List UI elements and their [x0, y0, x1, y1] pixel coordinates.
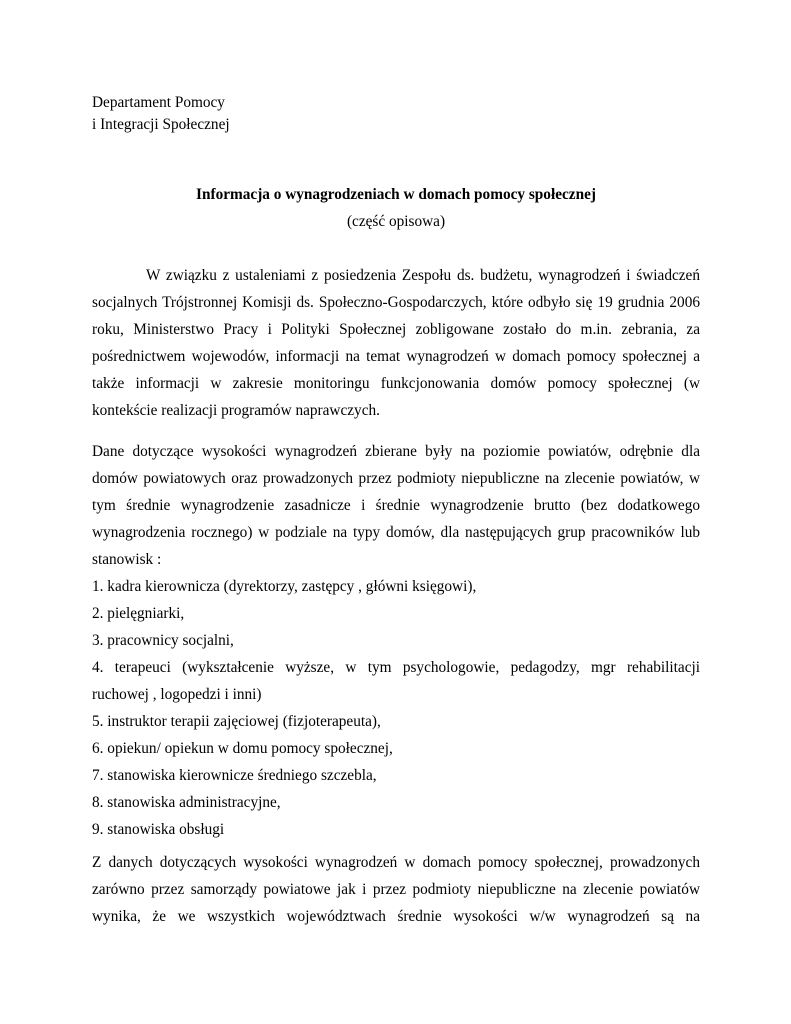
document-title: Informacja o wynagrodzeniach w domach pomocy społecznej: [196, 186, 596, 203]
list-item-text-continued: ruchowej , logopedzi i inni): [92, 686, 262, 703]
document-subtitle: (część opisowa): [346, 213, 446, 230]
paragraph-2: [92, 438, 700, 573]
paragraph-line: zarówno przez samorządy powiatowe jak i przez podmioty niepubliczne na zlecenie powiatów: [92, 881, 700, 898]
list-item-text: 1. kadra kierownicza (dyrektorzy, zastępcy , główni księgowi),: [92, 578, 477, 595]
list-item: [92, 789, 700, 816]
list-item-text: 7. stanowiska kierownicze średniego szczebla,: [92, 767, 377, 784]
paragraph-line: Dane dotyczące wysokości wynagrodzeń zbierane były na poziomie powiatów, odrębnie dla: [92, 443, 700, 460]
paragraph-line: stanowisk :: [92, 551, 162, 568]
list-item-text: 2. pielęgniarki,: [92, 605, 185, 622]
paragraph-line: pośrednictwem wojewodów, informacji na temat wynagrodzeń w domach pomocy społecznej a: [92, 348, 700, 365]
paragraph-line: tym średnie wynagrodzenie zasadnicze i średnie wynagrodzenie brutto (bez dodatkowego: [92, 497, 700, 514]
department-line-2: i Integracji Społecznej: [92, 116, 230, 133]
list-item-text: 3. pracownicy socjalni,: [92, 632, 234, 649]
department-header: [92, 92, 230, 136]
paragraph-line: domów powiatowych oraz prowadzonych przez podmioty niepubliczne na zlecenie powiatów, w: [92, 470, 700, 487]
list-item-text: 9. stanowiska obsługi: [92, 821, 225, 838]
document-page: [92, 0, 700, 1024]
list-item-text: 6. opiekun/ opiekun w domu pomocy społecznej,: [92, 740, 393, 757]
paragraph-1: [92, 262, 700, 424]
list-item-text: 5. instruktor terapii zajęciowej (fizjoterapeuta),: [92, 713, 381, 730]
paragraph-line: kontekście realizacji programów naprawczych.: [92, 402, 380, 419]
list-item: [92, 573, 700, 600]
paragraph-line: także informacji w zakresie monitoringu funkcjonowania domów pomocy społecznej (w: [92, 375, 700, 392]
department-line-1: Departament Pomocy: [92, 94, 225, 111]
list-item: [92, 600, 700, 627]
paragraph-line: Z danych dotyczących wysokości wynagrodzeń w domach pomocy społecznej, prowadzonych: [92, 854, 700, 871]
list-item: [92, 627, 700, 654]
paragraph-line: socjalnych Trójstronnej Komisji ds. Społeczno-Gospodarczych, które odbyło się 19 grudnia 2006: [92, 294, 700, 311]
list-item: [92, 816, 700, 843]
list-item-text: 8. stanowiska administracyjne,: [92, 794, 281, 811]
paragraph-3: [92, 849, 700, 930]
paragraph-line: roku, Ministerstwo Pracy i Polityki Społecznej zobligowane zostało do m.in. zebrania, za: [92, 321, 700, 338]
paragraph-line: wynika, że we wszystkich województwach średnie wysokości w/w wynagrodzeń są na: [92, 908, 700, 925]
list-item: [92, 654, 700, 708]
list-item-text: 4. terapeuci (wykształcenie wyższe, w tym psychologowie, pedagodzy, mgr rehabilitacji: [92, 659, 700, 676]
list-item: [92, 762, 700, 789]
list-item: [92, 735, 700, 762]
employee-group-list: [92, 573, 700, 843]
list-item: [92, 708, 700, 735]
paragraph-line: W związku z ustaleniami z posiedzenia Zespołu ds. budżetu, wynagrodzeń i świadczeń: [146, 267, 700, 284]
paragraph-line: wynagrodzenia rocznego) w podziale na typy domów, dla następujących grup pracowników lub: [92, 524, 700, 541]
